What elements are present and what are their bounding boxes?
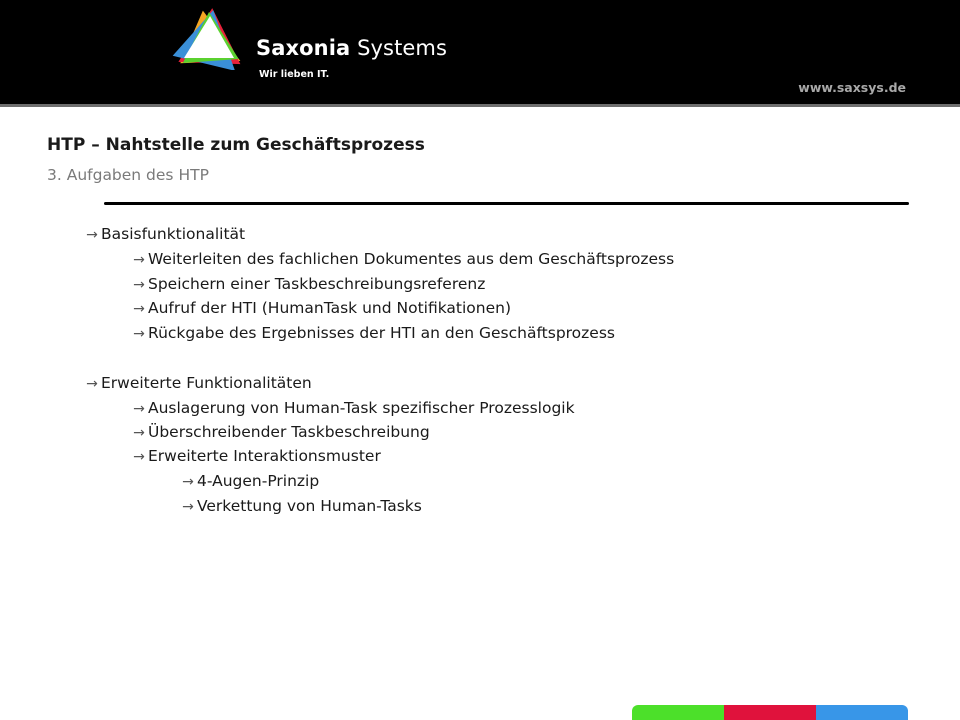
list-item [132, 420, 430, 444]
arrow-icon: → [86, 227, 98, 243]
bullet-text: 4-Augen-Prinzip [197, 472, 320, 490]
arrow-icon: → [133, 425, 145, 441]
brand-name-rest: Systems [350, 36, 448, 60]
arrow-icon: → [182, 474, 194, 490]
bullet-basis [85, 222, 245, 246]
bullet-text: Auslagerung von Human-Task spezifischer Prozesslogik [148, 399, 575, 417]
bullet-erweitert [85, 371, 312, 395]
bullet-text: Erweiterte Interaktionsmuster [148, 447, 381, 465]
arrow-icon: → [133, 252, 145, 268]
list-item [132, 444, 381, 468]
bullet-text: Verkettung von Human-Tasks [197, 497, 422, 515]
title-divider [104, 202, 909, 205]
arrow-icon: → [133, 326, 145, 342]
arrow-icon: → [133, 401, 145, 417]
arrow-icon: → [133, 277, 145, 293]
footer-blue-segment [816, 705, 908, 720]
list-item [132, 272, 485, 296]
bullet-text: Rückgabe des Ergebnisses der HTI an den Geschäftsprozess [148, 324, 615, 342]
list-item [132, 321, 615, 345]
website-link[interactable]: www.saxsys.de [798, 80, 906, 95]
arrow-icon: → [182, 499, 194, 515]
saxonia-logo-icon [172, 6, 248, 70]
slide-subtitle: 3. Aufgaben des HTP [47, 166, 209, 184]
header-bar [0, 0, 960, 107]
footer-green-segment [632, 705, 724, 720]
bullet-text: Weiterleiten des fachlichen Dokumentes aus dem Geschäftsprozess [148, 250, 675, 268]
list-item [132, 247, 674, 271]
brand-name [256, 36, 447, 60]
bullet-text: Speichern einer Taskbeschreibungsreferenz [148, 275, 486, 293]
arrow-icon: → [86, 376, 98, 392]
list-item [181, 494, 422, 518]
list-item [181, 469, 319, 493]
arrow-icon: → [133, 449, 145, 465]
slide-title: HTP – Nahtstelle zum Geschäftsprozess [47, 135, 425, 155]
arrow-icon: → [133, 301, 145, 317]
brand-name-bold: Saxonia [256, 36, 351, 60]
list-item [132, 296, 511, 320]
bullet-text: Überschreibender Taskbeschreibung [148, 423, 430, 441]
bullet-text: Erweiterte Funktionalitäten [101, 374, 312, 392]
footer-color-bar [632, 705, 908, 720]
brand-tagline: Wir lieben IT. [259, 69, 330, 80]
bullet-text: Basisfunktionalität [101, 225, 246, 243]
footer-red-segment [724, 705, 816, 720]
list-item [132, 396, 575, 420]
bullet-text: Aufruf der HTI (HumanTask und Notifikationen) [148, 299, 512, 317]
